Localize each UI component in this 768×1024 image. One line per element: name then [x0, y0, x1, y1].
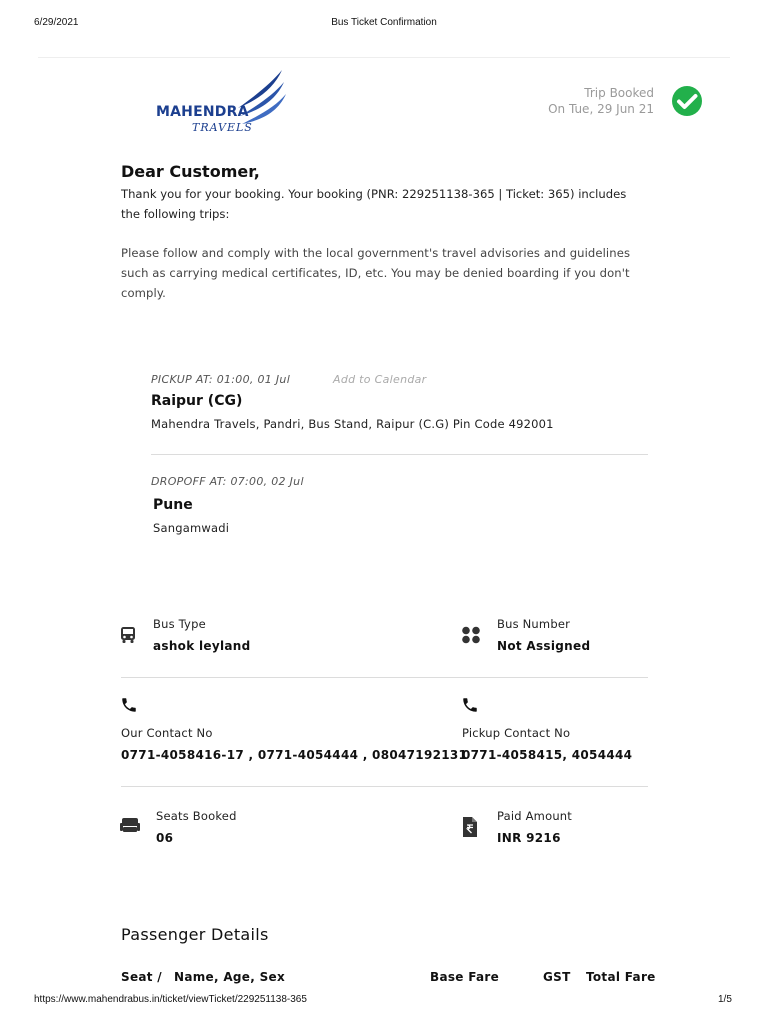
- print-url: https://www.mahendrabus.in/ticket/viewTicket/229251138-365: [34, 994, 307, 1005]
- brand-name: MAHENDRA: [156, 104, 249, 120]
- check-circle-icon: [670, 85, 704, 117]
- print-date: 6/29/2021: [34, 17, 79, 28]
- print-page-number: 1/5: [718, 994, 732, 1005]
- phone-icon: [461, 696, 479, 714]
- grid-dots-icon: [461, 626, 481, 644]
- col-gst: GST: [543, 970, 571, 984]
- greeting-line2: the following trips:: [121, 207, 230, 221]
- dropoff-city: Pune: [153, 497, 193, 513]
- bus-icon: [120, 626, 136, 644]
- pickup-city: Raipur (CG): [151, 393, 243, 409]
- seat-icon: [120, 817, 140, 834]
- bus-type-label: Bus Type: [153, 617, 206, 631]
- header-divider: [38, 57, 730, 58]
- brand-sub: TRAVELS: [192, 121, 253, 134]
- pickup-label: PICKUP AT: 01:00, 01 Jul: [151, 373, 291, 386]
- pickup-contact-value: 0771-4058415, 4054444: [462, 748, 633, 762]
- col-base-fare: Base Fare: [430, 970, 500, 984]
- bus-type-value: ashok leyland: [153, 639, 251, 653]
- col-name: Name, Age, Sex: [174, 970, 285, 984]
- pickup-contact-label: Pickup Contact No: [462, 726, 571, 740]
- pickup-address: Mahendra Travels, Pandri, Bus Stand, Raipur (C.G) Pin Code 492001: [151, 417, 554, 431]
- rupee-document-icon: [462, 816, 478, 838]
- paid-value: INR 9216: [497, 831, 561, 845]
- brand-logo: [154, 66, 294, 138]
- dropoff-label: DROPOFF AT: 07:00, 02 Jul: [151, 475, 304, 488]
- trip-divider: [151, 454, 648, 455]
- seats-value: 06: [156, 831, 174, 845]
- notice-line1: Please follow and comply with the local government's travel advisories and guidelines: [121, 246, 631, 260]
- notice-line2: such as carrying medical certificates, ID, etc. You may be denied boarding if you don't: [121, 266, 630, 280]
- passenger-details-title: Passenger Details: [121, 925, 269, 944]
- notice-line3: comply.: [121, 286, 166, 300]
- our-contact-label: Our Contact No: [121, 726, 213, 740]
- trip-status-line1: Trip Booked: [584, 86, 654, 100]
- greeting-title: Dear Customer,: [121, 162, 260, 181]
- seats-label: Seats Booked: [156, 809, 237, 823]
- details-divider-2: [121, 786, 648, 787]
- bus-number-value: Not Assigned: [497, 639, 591, 653]
- col-total-fare: Total Fare: [586, 970, 656, 984]
- bus-number-label: Bus Number: [497, 617, 571, 631]
- paid-label: Paid Amount: [497, 809, 573, 823]
- our-contact-value: 0771-4058416-17 , 0771-4054444 , 08047192131: [121, 748, 468, 762]
- greeting-line1: Thank you for your booking. Your booking (PNR: 229251138-365 | Ticket: 365) includes: [121, 187, 627, 201]
- print-title: Bus Ticket Confirmation: [331, 17, 437, 28]
- details-divider-1: [121, 677, 648, 678]
- col-seat: Seat /: [121, 970, 162, 984]
- add-to-calendar-link[interactable]: Add to Calendar: [333, 373, 427, 386]
- dropoff-address: Sangamwadi: [153, 521, 230, 535]
- phone-icon: [120, 696, 138, 714]
- trip-status-line2: On Tue, 29 Jun 21: [548, 102, 654, 116]
